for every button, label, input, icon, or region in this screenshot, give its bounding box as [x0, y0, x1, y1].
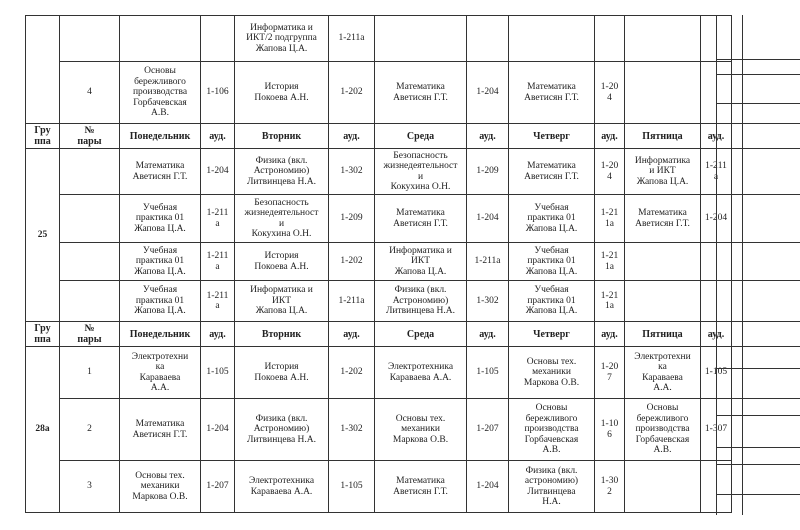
- table-row: [26, 281, 732, 322]
- cell: [201, 16, 235, 62]
- cell: Безопасность жизнедеятельност и Кокухина О.Н.: [375, 149, 467, 195]
- table-row: [26, 62, 732, 124]
- grid-line: [717, 242, 800, 243]
- header-row: [26, 124, 732, 149]
- header-mon: Понедельник: [120, 124, 201, 149]
- grid-line: [717, 280, 800, 281]
- table-row: [26, 243, 732, 281]
- table-row: [26, 149, 732, 195]
- grid-line: [717, 494, 800, 495]
- grid-line: [717, 123, 800, 124]
- header-thu: Четверг: [509, 124, 595, 149]
- group-number: 25: [26, 149, 60, 322]
- cell: 1-209: [467, 149, 509, 195]
- header-aud: ауд.: [201, 124, 235, 149]
- header-group: Гру ппа: [26, 322, 60, 347]
- cell: 1-30 2: [595, 461, 625, 513]
- cell: 1-204: [701, 195, 732, 243]
- cell: 1-207: [467, 399, 509, 461]
- pair-number: [60, 243, 120, 281]
- cell: [625, 461, 701, 513]
- cell: 1-204: [467, 62, 509, 124]
- table-row: [26, 195, 732, 243]
- header-fri: Пятница: [625, 124, 701, 149]
- cell: История Покоева А.Н.: [235, 347, 329, 399]
- header-wed: Среда: [375, 322, 467, 347]
- cell: Безопасность жизнедеятельност и Кокухина О.Н.: [235, 195, 329, 243]
- cell: Основы тех. механики Маркова О.В.: [120, 461, 201, 513]
- cell: 1-204: [467, 461, 509, 513]
- grid-line: [717, 346, 800, 347]
- cell: Физика (вкл. Астрономию) Литвинцева Н.А.: [235, 149, 329, 195]
- cell: Математика Аветисян Г.Т.: [120, 149, 201, 195]
- cell: Электротехника Караваева А.А.: [375, 347, 467, 399]
- cell: Информатика и ИКТ Жапова Ц.А.: [625, 149, 701, 195]
- cell: 1-202: [329, 62, 375, 124]
- cell: 1-211 а: [201, 195, 235, 243]
- grid-line: [717, 368, 800, 369]
- header-pair: № пары: [60, 124, 120, 149]
- cell: 1-209: [329, 195, 375, 243]
- cell: [375, 16, 467, 62]
- cell: Основы бережливого производства Горбачевская А.В.: [509, 399, 595, 461]
- grid-line: [717, 103, 800, 104]
- cell: 1-105: [467, 347, 509, 399]
- cell: Электротехника Караваева А.А.: [235, 461, 329, 513]
- cell: Основы бережливого производства Горбачевская А.В.: [625, 399, 701, 461]
- cell: Физика (вкл. Астрономию) Литвинцева Н.А.: [375, 281, 467, 322]
- grid-line: [717, 148, 800, 149]
- header-aud: ауд.: [701, 322, 732, 347]
- cell: Учебная практика 01 Жапова Ц.А.: [509, 243, 595, 281]
- cell: 1-204: [201, 149, 235, 195]
- grid-line: [717, 59, 800, 60]
- schedule-table: [25, 15, 732, 513]
- cell: 1-105: [201, 347, 235, 399]
- cell: Математика Аветисян Г.Т.: [375, 62, 467, 124]
- cell: Математика Аветисян Г.Т.: [120, 399, 201, 461]
- cell: Информатика и ИКТ/2 подгруппа Жапова Ц.А.: [235, 16, 329, 62]
- cell: 1-21 1а: [595, 281, 625, 322]
- pair-number: 3: [60, 461, 120, 513]
- cell: 1-21 1а: [595, 195, 625, 243]
- pair-number: [60, 149, 120, 195]
- cell: Математика Аветисян Г.Т.: [625, 195, 701, 243]
- cell: Учебная практика 01 Жапова Ц.А.: [509, 281, 595, 322]
- group-number: 28а: [26, 347, 60, 513]
- cell: 1-211 а: [201, 281, 235, 322]
- table-row: [26, 347, 732, 399]
- cell: [60, 16, 120, 62]
- header-fri: Пятница: [625, 322, 701, 347]
- cell: 1-211 а: [701, 149, 732, 195]
- cell: 1-21 1а: [595, 243, 625, 281]
- grid-line: [717, 415, 800, 416]
- header-aud: ауд.: [467, 124, 509, 149]
- pair-number: 4: [60, 62, 120, 124]
- cell: 1-105: [701, 347, 732, 399]
- cell: Основы тех. механики Маркова О.В.: [509, 347, 595, 399]
- grid-line: [717, 194, 800, 195]
- cell: 1-204: [467, 195, 509, 243]
- table-row: [26, 399, 732, 461]
- grid-line: [717, 464, 800, 465]
- cell: 1-106: [201, 62, 235, 124]
- header-aud: ауд.: [595, 124, 625, 149]
- cell: Электротехни ка Караваева А.А.: [120, 347, 201, 399]
- cell: Учебная практика 01 Жапова Ц.А.: [120, 195, 201, 243]
- cell: 1-211а: [467, 243, 509, 281]
- header-group: Гру ппа: [26, 124, 60, 149]
- cell: Математика Аветисян Г.Т.: [509, 62, 595, 124]
- cell: Основы тех. механики Маркова О.В.: [375, 399, 467, 461]
- cell: [625, 243, 701, 281]
- adjacent-table-fragment: [716, 15, 800, 515]
- cell: Основы бережливого производства Горбачевская А.В.: [120, 62, 201, 124]
- cell: 1-20 4: [595, 62, 625, 124]
- cell: 1-211 а: [201, 243, 235, 281]
- header-thu: Четверг: [509, 322, 595, 347]
- pair-number: 1: [60, 347, 120, 399]
- cell: История Покоева А.Н.: [235, 243, 329, 281]
- header-aud: ауд.: [701, 124, 732, 149]
- table-row: [26, 16, 732, 62]
- pair-number: [60, 281, 120, 322]
- grid-line: [742, 15, 743, 515]
- header-mon: Понедельник: [120, 322, 201, 347]
- cell: [509, 16, 595, 62]
- cell: Учебная практика 01 Жапова Ц.А.: [509, 195, 595, 243]
- cell: [120, 16, 201, 62]
- cell: Информатика и ИКТ Жапова Ц.А.: [375, 243, 467, 281]
- header-pair: № пары: [60, 322, 120, 347]
- cell: Физика (вкл. Астрономию) Литвинцева Н.А.: [235, 399, 329, 461]
- header-aud: ауд.: [595, 322, 625, 347]
- cell: 1-202: [329, 243, 375, 281]
- cell: Математика Аветисян Г.Т.: [375, 461, 467, 513]
- cell: 1-302: [329, 149, 375, 195]
- table-row: [26, 461, 732, 513]
- cell: 1-302: [329, 399, 375, 461]
- grid-line: [717, 74, 800, 75]
- grid-line: [717, 321, 800, 322]
- header-wed: Среда: [375, 124, 467, 149]
- cell: 1-202: [329, 347, 375, 399]
- cell: [26, 16, 60, 124]
- cell: [595, 16, 625, 62]
- pair-number: [60, 195, 120, 243]
- cell: [625, 62, 701, 124]
- cell: Математика Аветисян Г.Т.: [509, 149, 595, 195]
- cell: 1-302: [467, 281, 509, 322]
- cell: 1-20 7: [595, 347, 625, 399]
- cell: 1-105: [329, 461, 375, 513]
- header-tue: Вторник: [235, 124, 329, 149]
- cell: 1-211а: [329, 281, 375, 322]
- cell: 1-211а: [329, 16, 375, 62]
- header-aud: ауд.: [329, 124, 375, 149]
- cell: Учебная практика 01 Жапова Ц.А.: [120, 281, 201, 322]
- pair-number: 2: [60, 399, 120, 461]
- cell: Электротехни ка Караваева А.А.: [625, 347, 701, 399]
- grid-line: [717, 447, 800, 448]
- cell: История Покоева А.Н.: [235, 62, 329, 124]
- cell: 1-204: [201, 399, 235, 461]
- header-aud: ауд.: [201, 322, 235, 347]
- cell: [625, 16, 701, 62]
- cell: Математика Аветисян Г.Т.: [375, 195, 467, 243]
- cell: [467, 16, 509, 62]
- header-aud: ауд.: [467, 322, 509, 347]
- grid-line: [717, 398, 800, 399]
- cell: 1-10 6: [595, 399, 625, 461]
- cell: 1-207: [201, 461, 235, 513]
- cell: [625, 281, 701, 322]
- cell: Физика (вкл. астрономию) Литвинцева Н.А.: [509, 461, 595, 513]
- cell: 1-20 4: [595, 149, 625, 195]
- cell: Учебная практика 01 Жапова Ц.А.: [120, 243, 201, 281]
- header-tue: Вторник: [235, 322, 329, 347]
- cell: Информатика и ИКТ Жапова Ц.А.: [235, 281, 329, 322]
- header-row: [26, 322, 732, 347]
- cell: 1-307: [701, 399, 732, 461]
- header-aud: ауд.: [329, 322, 375, 347]
